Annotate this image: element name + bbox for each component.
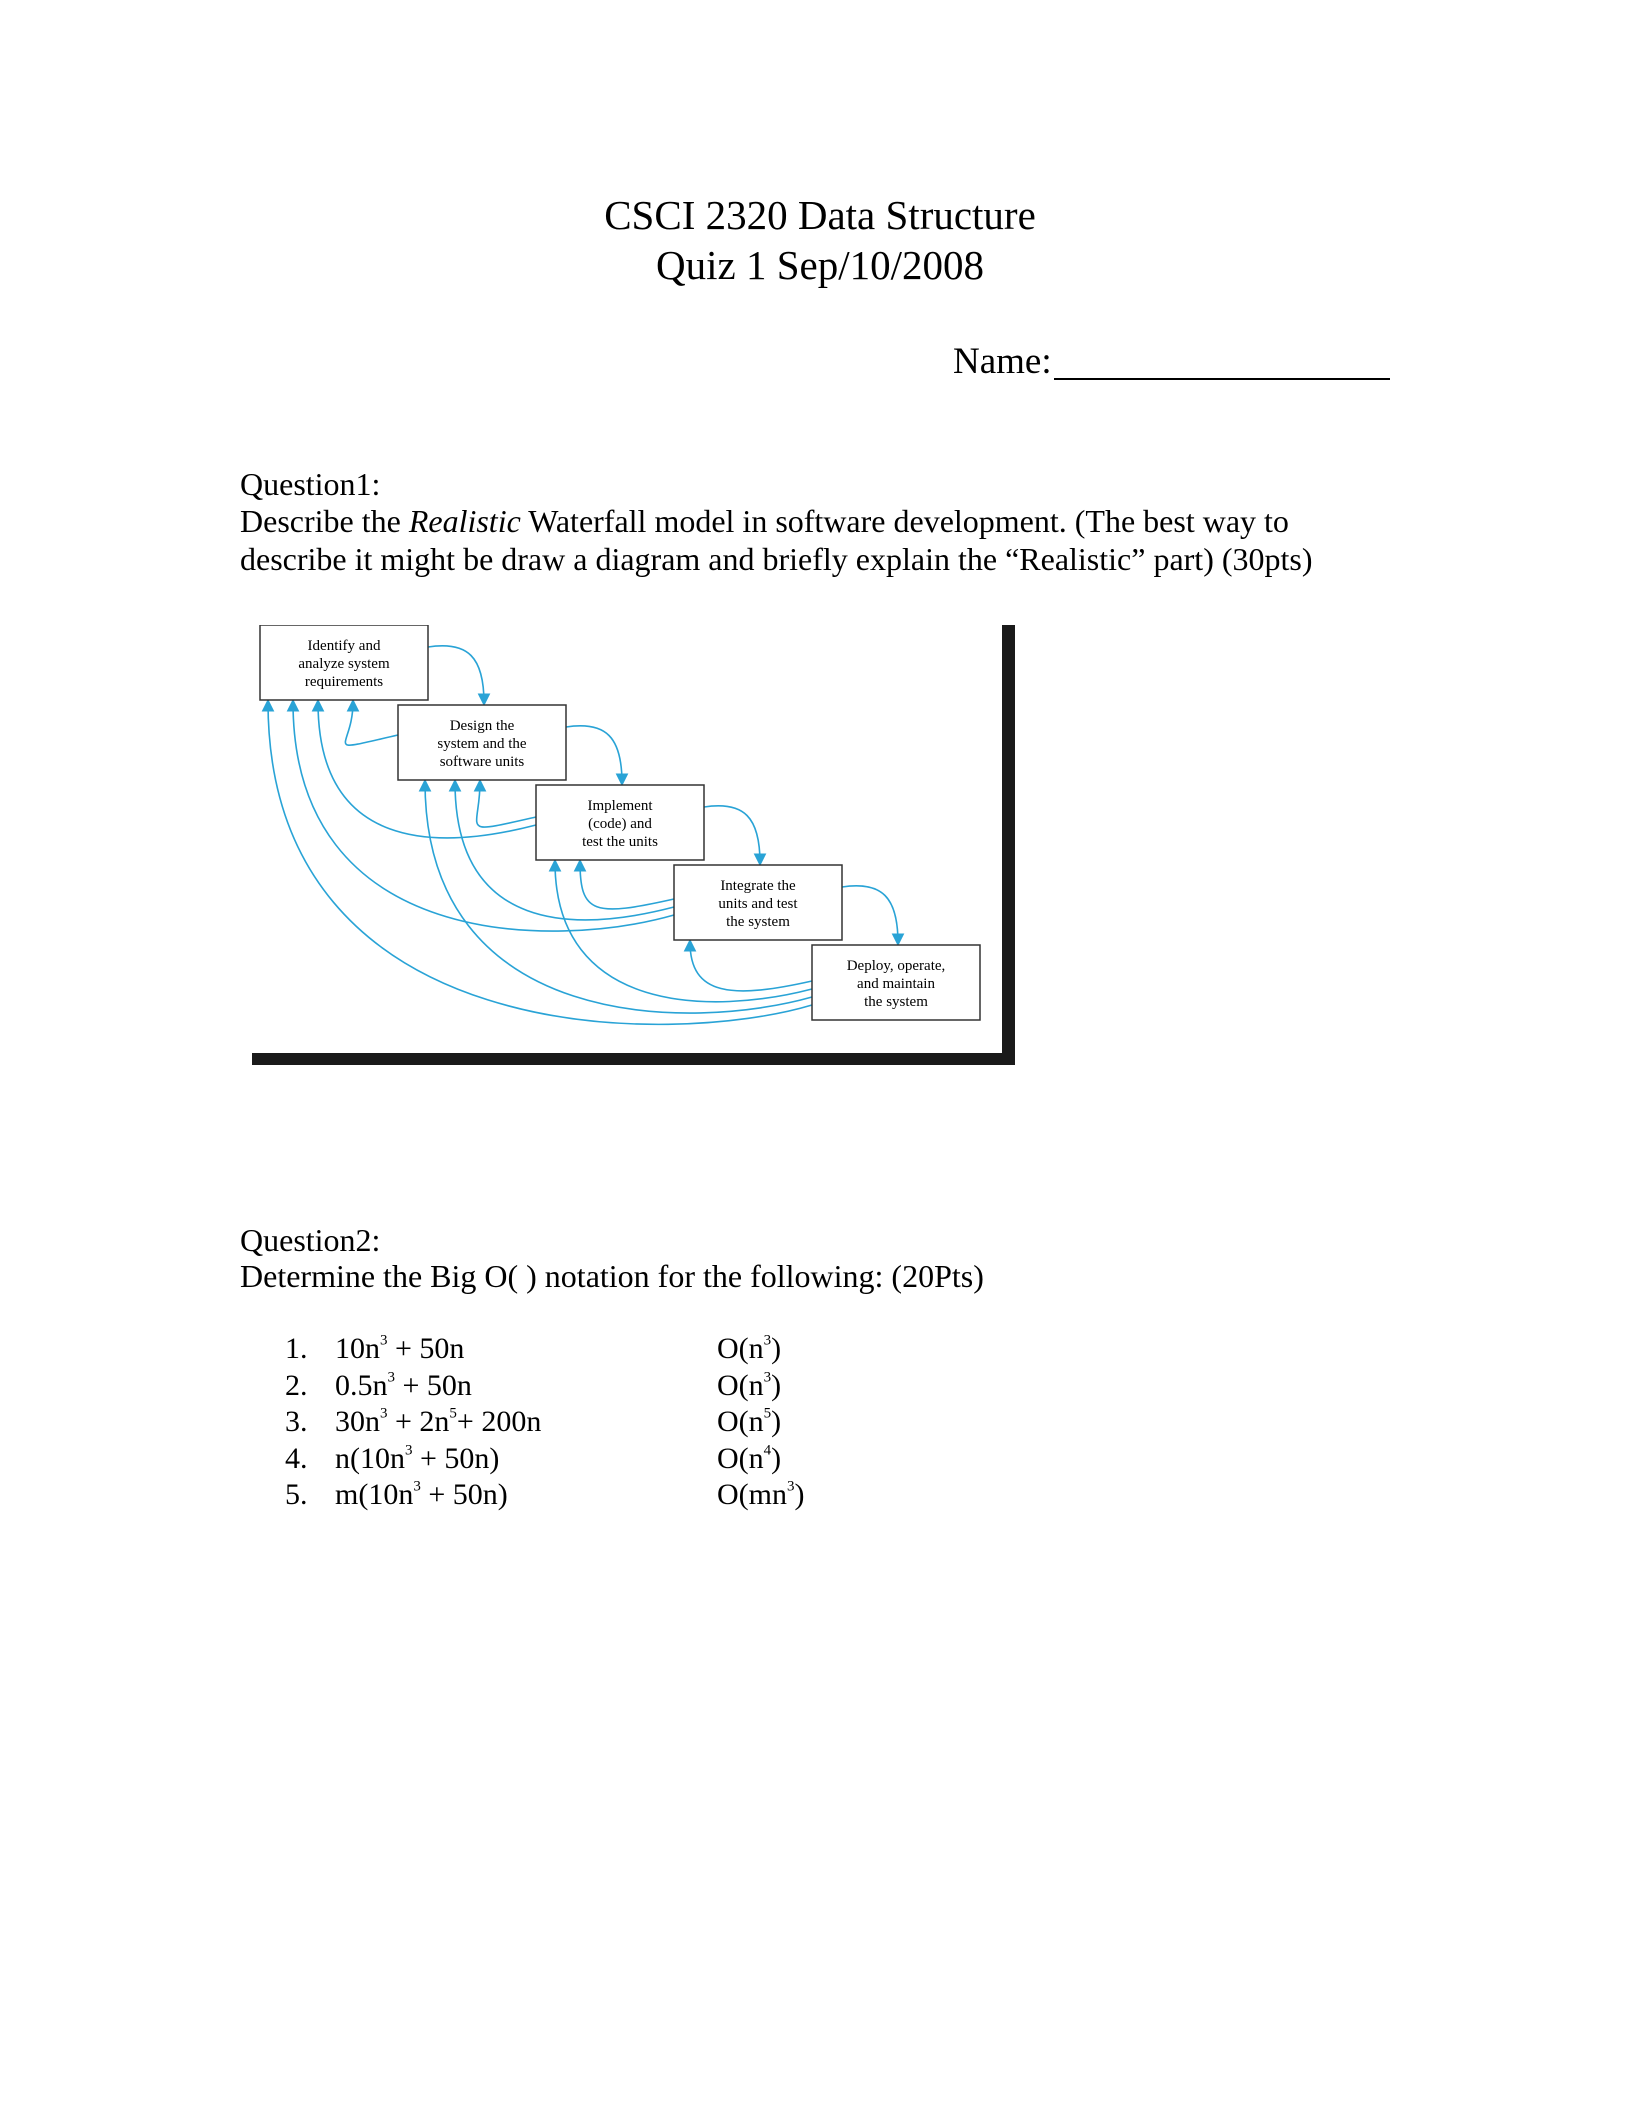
question1-text <box>240 502 1390 578</box>
item-number: 1. <box>285 1332 308 1365</box>
item-answer <box>717 1332 781 1366</box>
phase-box-label: Identify and <box>307 638 381 654</box>
phase-box <box>260 625 428 700</box>
phase-box <box>536 785 704 860</box>
phase-box-label: the system <box>864 994 928 1010</box>
expr-part: + 2n <box>387 1405 450 1438</box>
name-label: Name: <box>953 341 1052 382</box>
q1-italic-word: Realistic <box>408 503 521 539</box>
expr-part: + 50n <box>387 1332 465 1365</box>
exponent: 5 <box>449 1405 457 1422</box>
quiz-title <box>0 190 1640 290</box>
waterfall-diagram <box>250 625 1040 1075</box>
expr-part: O(mn <box>717 1478 787 1511</box>
phase-box <box>674 865 842 940</box>
phase-box-label: Deploy, operate, <box>846 958 946 974</box>
phase-box-label: test the units <box>582 834 658 850</box>
expr-part: O(n <box>717 1405 764 1438</box>
forward-arrow <box>842 886 898 943</box>
phase-box-label: Design the <box>449 718 515 734</box>
expr-part: + 50n) <box>420 1478 508 1511</box>
phase-box-label: and maintain <box>857 976 935 992</box>
expr-part: O(n <box>717 1441 764 1475</box>
phase-box-label: system and the <box>437 736 527 752</box>
expr-part: m(10n <box>335 1478 414 1511</box>
expr-part: ) <box>771 1441 782 1475</box>
exponent: 3 <box>405 1442 413 1458</box>
exponent: 3 <box>763 1332 772 1349</box>
quiz-date-line: Quiz 1 Sep/10/2008 <box>656 242 984 288</box>
exponent: 3 <box>387 1369 395 1385</box>
expr-part: 0.5n <box>335 1368 388 1402</box>
exponent: 3 <box>380 1332 388 1349</box>
phase-box-label: requirements <box>304 674 384 690</box>
forward-arrow <box>566 726 622 783</box>
item-number: 4. <box>285 1441 308 1475</box>
phase-box-label: the system <box>726 914 790 930</box>
forward-arrow <box>428 646 484 703</box>
expr-part: ) <box>794 1478 805 1511</box>
frame-right-bar <box>1002 625 1015 1065</box>
expr-part: 30n <box>335 1405 380 1438</box>
expr-part: O(n <box>717 1332 764 1365</box>
question1-heading: Question1: <box>240 466 381 502</box>
expr-part: + 200n <box>456 1405 542 1438</box>
phase-boxes <box>260 625 980 1020</box>
phase-box-label: Implement <box>587 798 653 814</box>
item-number: 5. <box>285 1478 308 1511</box>
item-number: 3. <box>285 1405 308 1438</box>
phase-box-label: (code) and <box>588 816 652 832</box>
feedback-arrow <box>477 782 536 827</box>
forward-arrow <box>704 806 760 863</box>
q1-text-part: Waterfall model in software development. (The best way to <box>520 503 1289 539</box>
feedback-arrow <box>690 942 812 991</box>
item-answer <box>717 1442 781 1476</box>
exponent: 5 <box>763 1405 772 1422</box>
phase-box-label: Integrate the <box>720 878 796 894</box>
exponent: 3 <box>787 1478 795 1495</box>
expr-part: + 50n) <box>412 1441 500 1475</box>
expr-part: ) <box>771 1368 782 1402</box>
q1-text-part: Describe the <box>240 503 409 539</box>
item-answer <box>717 1478 805 1512</box>
expr-part: + 50n <box>395 1368 472 1402</box>
question2-heading: Question2: <box>240 1222 381 1258</box>
phase-box-label: analyze system <box>298 656 390 672</box>
phase-box-label: units and test <box>718 896 798 912</box>
exponent: 3 <box>763 1369 772 1385</box>
item-expression <box>335 1369 472 1403</box>
question2-text: Determine the Big O( ) notation for the following: (20Pts) <box>240 1258 984 1294</box>
item-expression <box>335 1442 499 1476</box>
feedback-arrow <box>580 862 674 909</box>
frame-bottom-bar <box>252 1053 1015 1065</box>
course-title: CSCI 2320 Data Structure <box>604 192 1036 238</box>
expr-part: n(10n <box>335 1441 405 1475</box>
item-expression <box>335 1478 508 1512</box>
exponent: 3 <box>380 1405 388 1422</box>
item-number: 2. <box>285 1368 308 1402</box>
phase-box <box>812 945 980 1020</box>
feedback-arrow <box>345 702 398 745</box>
exponent: 4 <box>763 1442 772 1458</box>
item-answer <box>717 1405 781 1439</box>
name-blank-line <box>1054 378 1390 380</box>
phase-box <box>398 705 566 780</box>
expr-part: O(n <box>717 1368 764 1402</box>
expr-part: ) <box>771 1332 782 1365</box>
item-expression <box>335 1405 541 1439</box>
phase-box-label: software units <box>439 754 525 770</box>
expr-part: ) <box>771 1405 782 1438</box>
item-answer <box>717 1369 781 1403</box>
exponent: 3 <box>413 1478 421 1495</box>
item-expression <box>335 1332 464 1366</box>
expr-part: 10n <box>335 1332 380 1365</box>
q1-text-line2: describe it might be draw a diagram and briefly explain the “Realistic” part) (30pts) <box>240 541 1313 577</box>
